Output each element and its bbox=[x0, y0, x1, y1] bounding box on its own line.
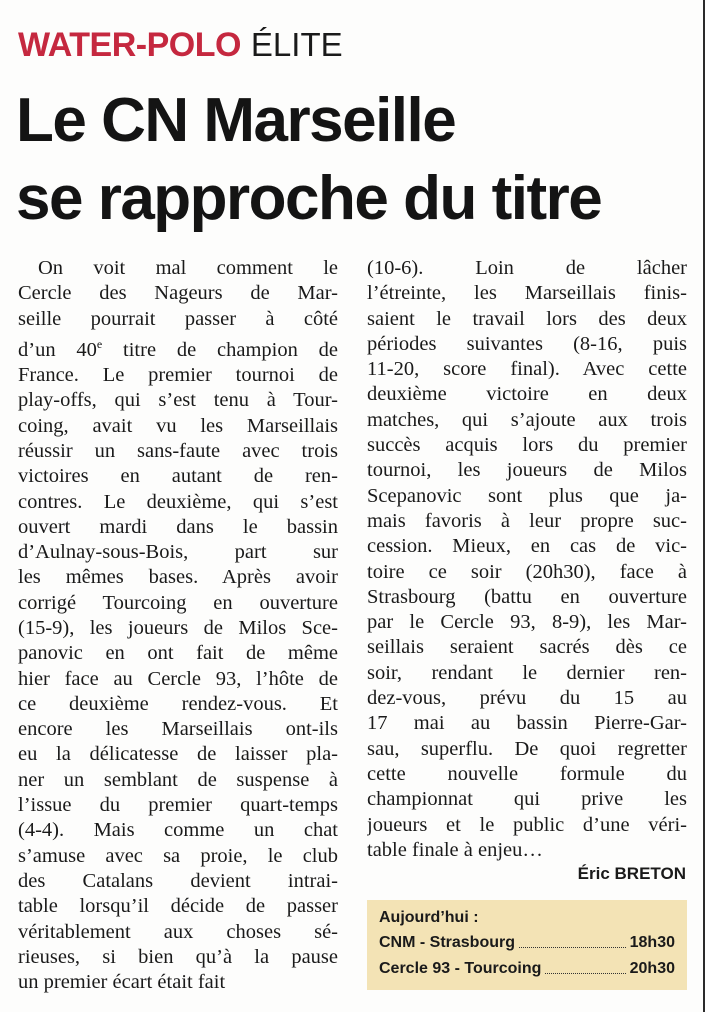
text-line: rieuses, si bien qu’à la pause bbox=[18, 945, 338, 968]
text-line: s’amuse avec sa proie, le club bbox=[18, 844, 338, 867]
text-line: victoires en autant de ren- bbox=[18, 465, 338, 488]
text-line: cette nouvelle formule du bbox=[367, 762, 687, 785]
text-line: succès acquis lors du premier bbox=[367, 434, 687, 457]
text-line: panovic en ont fait de même bbox=[18, 642, 338, 665]
headline-line-2: se rapproche du titre bbox=[16, 164, 602, 233]
text-line: joueurs et le public d’une véri- bbox=[367, 813, 687, 836]
schedule-box bbox=[367, 900, 687, 990]
text-line: On voit mal comment le bbox=[38, 257, 338, 279]
text-line: (15-9), les joueurs de Milos Sce- bbox=[18, 616, 338, 639]
text-line: (10-6). Loin de lâcher bbox=[367, 257, 687, 279]
text-line: véritablement aux choses sé- bbox=[18, 920, 338, 943]
text-line: d’un 40e titre de champion de bbox=[18, 336, 338, 361]
text-line: play-offs, qui s’est tenu à Tour- bbox=[18, 389, 338, 412]
text-line: des Catalans devient intrai- bbox=[18, 869, 338, 892]
text-line: table finale à enjeu… bbox=[367, 838, 543, 861]
article-column-left bbox=[18, 256, 338, 995]
match-teams: Cercle 93 - Tourcoing bbox=[379, 960, 542, 977]
text-line: Strasbourg (battu en ouverture bbox=[367, 585, 687, 608]
text-line: un premier écart était fait bbox=[18, 971, 226, 994]
text-line: tournoi, les joueurs de Milos bbox=[367, 459, 687, 482]
text-line: l’étreinte, les Marseillais finis- bbox=[367, 282, 687, 305]
text-line: eu la délicatesse de laisser pla- bbox=[18, 743, 338, 766]
text-line: l’issue du premier quart-temps bbox=[18, 794, 338, 817]
text-line: France. Le premier tournoi de bbox=[18, 364, 338, 387]
text-line: seille pourrait passer à côté bbox=[18, 307, 338, 330]
text-line: contres. Le deuxième, qui s’est bbox=[18, 490, 338, 513]
headline-line-1: Le CN Marseille bbox=[16, 86, 456, 155]
text-line: deuxième victoire en deux bbox=[367, 383, 687, 406]
text-line: table lorsqu’il décide de passer bbox=[18, 895, 338, 918]
byline: Éric BRETON bbox=[577, 864, 686, 883]
dot-leader bbox=[519, 930, 626, 948]
text-line: Cercle des Nageurs de Mar- bbox=[18, 282, 338, 305]
text-line: corrigé Tourcoing en ouverture bbox=[18, 591, 338, 614]
text-line: matches, qui s’ajoute aux trois bbox=[367, 408, 687, 431]
text-line: toire ce soir (20h30), face à bbox=[367, 560, 687, 583]
text-line: sau, superflu. De quoi regretter bbox=[367, 737, 687, 760]
text-line: Scepanovic sont plus que ja- bbox=[367, 484, 687, 507]
match-time: 20h30 bbox=[629, 960, 675, 977]
text-line: 11-20, score final). Avec cette bbox=[367, 358, 687, 381]
match-teams: CNM - Strasbourg bbox=[379, 934, 515, 951]
schedule-row bbox=[379, 956, 675, 982]
text-line: cession. Mieux, en cas de vic- bbox=[367, 535, 687, 558]
text-line: mais favoris à leur propre suc- bbox=[367, 509, 687, 532]
match-time: 18h30 bbox=[629, 934, 675, 951]
text-line: (4-4). Mais comme un chat bbox=[18, 819, 338, 842]
text-line: par le Cercle 93, 8-9), les Mar- bbox=[367, 611, 687, 634]
text-line: les mêmes bases. Après avoir bbox=[18, 566, 338, 589]
schedule-title: Aujourd’hui : bbox=[379, 909, 479, 926]
headline bbox=[16, 82, 696, 238]
text-line: seillais seraient sacrés dès ce bbox=[367, 636, 687, 659]
text-line: réussir un sans-faute avec trois bbox=[18, 439, 338, 462]
text-line: coing, avait vu les Marseillais bbox=[18, 414, 338, 437]
subsection-label: ÉLITE bbox=[250, 26, 343, 63]
text-line: périodes suivantes (8-16, puis bbox=[367, 332, 687, 355]
text-line: saient le travail lors des deux bbox=[367, 307, 687, 330]
section-kicker bbox=[18, 26, 343, 66]
section-label: WATER-POLO bbox=[18, 26, 241, 64]
text-line: ner un semblant de suspense à bbox=[18, 768, 338, 791]
text-line: 17 mai au bassin Pierre-Gar- bbox=[367, 712, 687, 735]
text-line: hier face au Cercle 93, l’hôte de bbox=[18, 667, 338, 690]
dot-leader bbox=[545, 956, 625, 974]
text-line: encore les Marseillais ont-ils bbox=[18, 718, 338, 741]
text-line: d’Aulnay-sous-Bois, part sur bbox=[18, 541, 338, 564]
text-line: championnat qui prive les bbox=[367, 788, 687, 811]
article-column-right bbox=[367, 256, 687, 863]
text-line: ce deuxième rendez-vous. Et bbox=[18, 692, 338, 715]
schedule-row bbox=[379, 930, 675, 956]
text-line: dez-vous, prévu du 15 au bbox=[367, 687, 687, 710]
text-line: ouvert mardi dans le bassin bbox=[18, 515, 338, 538]
text-line: soir, rendant le dernier ren- bbox=[367, 661, 687, 684]
